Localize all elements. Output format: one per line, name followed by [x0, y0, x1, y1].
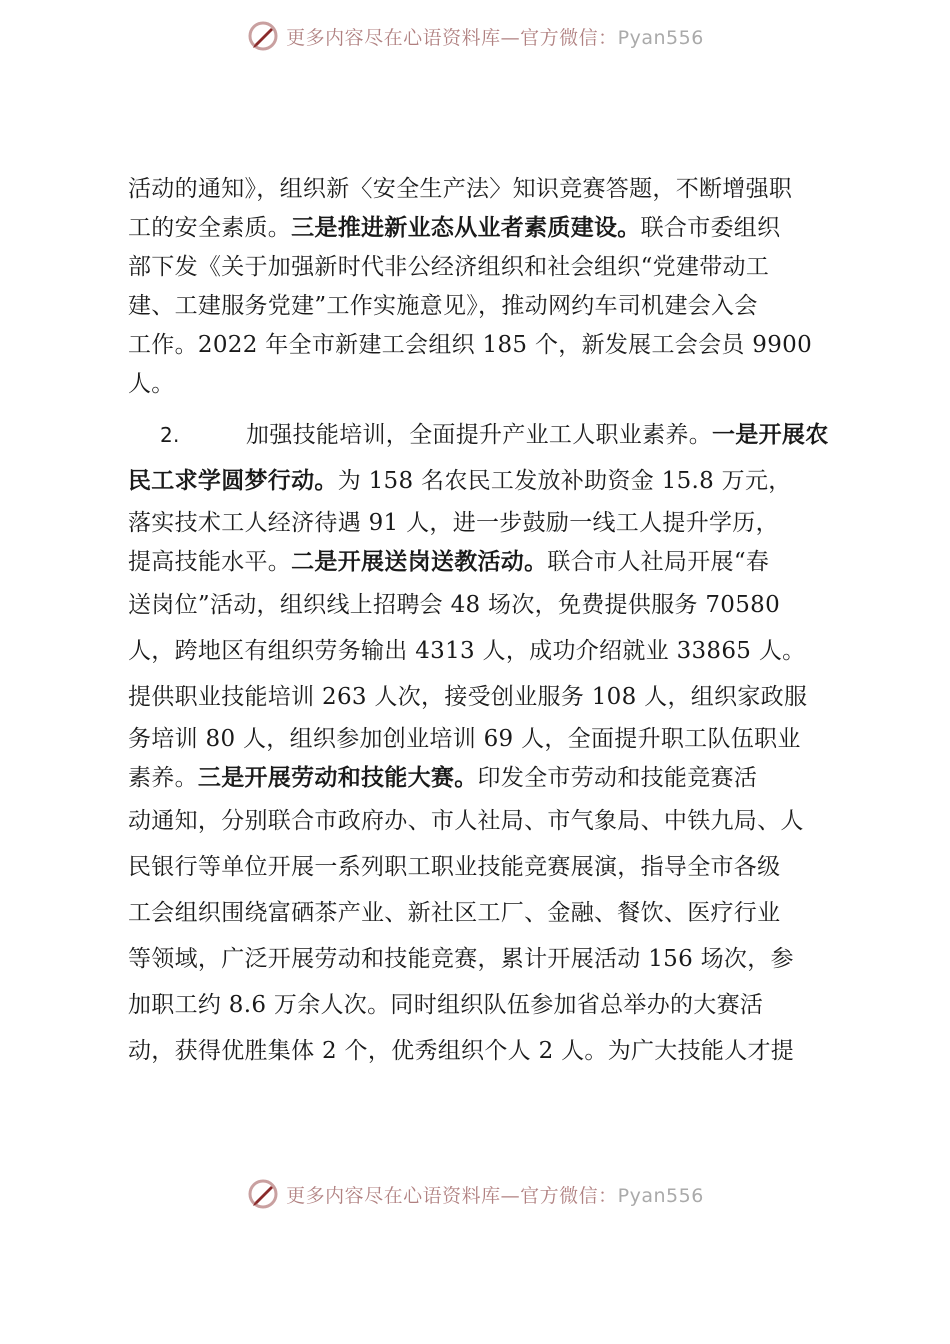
header-watermark [0, 16, 950, 56]
text-line: 2. 加强技能培训，全面提升产业工人职业素养。一是开展农 [128, 412, 834, 458]
document-body [128, 170, 834, 1074]
text-line: 提高技能水平。二是开展送岗送教活动。联合市人社局开展“春 [128, 549, 770, 575]
text-line: 人。 [128, 371, 175, 397]
bold-heading: 三是开展劳动和技能大赛。 [197, 765, 478, 791]
text-line: 部下发《关于加强新时代非公经济组织和社会组织“党建带动工 [128, 254, 770, 280]
footer-watermark [0, 1174, 950, 1214]
bold-heading: 一是开展农 [712, 422, 829, 448]
paragraph-1 [128, 170, 834, 404]
watermark-wechat: Pyan556 [617, 1184, 704, 1207]
bold-heading: 三是推进新业态从业者素质建设。 [291, 215, 641, 241]
text-line: 动通知，分别联合市政府办、市人社局、市气象局、中铁九局、人 [128, 808, 804, 834]
watermark-wechat: Pyan556 [617, 26, 704, 49]
text-line: 人，跨地区有组织劳务输出 4313 人，成功介绍就业 33865 人。 [128, 638, 806, 664]
bold-heading: 二是开展送岗送教活动。 [291, 549, 548, 575]
text-line: 活动的通知》，组织新〈安全生产法〉知识竞赛答题，不断增强职 [128, 176, 793, 202]
text-line: 动，获得优胜集体 2 个，优秀组织个人 2 人。为广大技能人才提 [128, 1038, 795, 1064]
text-line: 工的安全素质。三是推进新业态从业者素质建设。联合市委组织 [128, 215, 781, 241]
text-line: 等领域，广泛开展劳动和技能竞赛，累计开展活动 156 场次，参 [128, 946, 794, 972]
bold-heading: 民工求学圆梦行动。 [128, 468, 338, 494]
text-line: 建、工建服务党建”工作实施意见》，推动网约车司机建会入会 [128, 293, 758, 319]
text-line: 务培训 80 人，组织参加创业培训 69 人，全面提升职工队伍职业 [128, 726, 801, 752]
paragraph-2 [128, 412, 834, 1074]
text-line: 工作。2022 年全市新建工会组织 185 个，新发展工会会员 9900 [128, 332, 813, 358]
text-line: 送岗位”活动，组织线上招聘会 48 场次，免费提供服务 70580 [128, 592, 781, 618]
text-line: 落实技术工人经济待遇 91 人，进一步鼓励一线工人提升学历， [128, 510, 779, 536]
text-line: 素养。三是开展劳动和技能大赛。印发全市劳动和技能竞赛活 [128, 765, 758, 791]
text-line: 民工求学圆梦行动。为 158 名农民工发放补助资金 15.8 万元， [128, 468, 792, 494]
watermark-text: 更多内容尽在心语资料库—官方微信：Pyan556 [286, 26, 704, 49]
pen-logo-icon [246, 1177, 280, 1211]
watermark-text: 更多内容尽在心语资料库—官方微信：Pyan556 [286, 1184, 704, 1207]
text-line: 提供职业技能培训 263 人次，接受创业服务 108 人，组织家政服 [128, 684, 808, 710]
text-line: 工会组织围绕富硒茶产业、新社区工厂、金融、餐饮、医疗行业 [128, 900, 781, 926]
item-number: 2. [160, 423, 180, 447]
text-line: 加职工约 8.6 万余人次。同时组织队伍参加省总举办的大赛活 [128, 992, 764, 1018]
text-line: 民银行等单位开展一系列职工职业技能竞赛展演，指导全市各级 [128, 854, 781, 880]
pen-logo-icon [246, 19, 280, 53]
